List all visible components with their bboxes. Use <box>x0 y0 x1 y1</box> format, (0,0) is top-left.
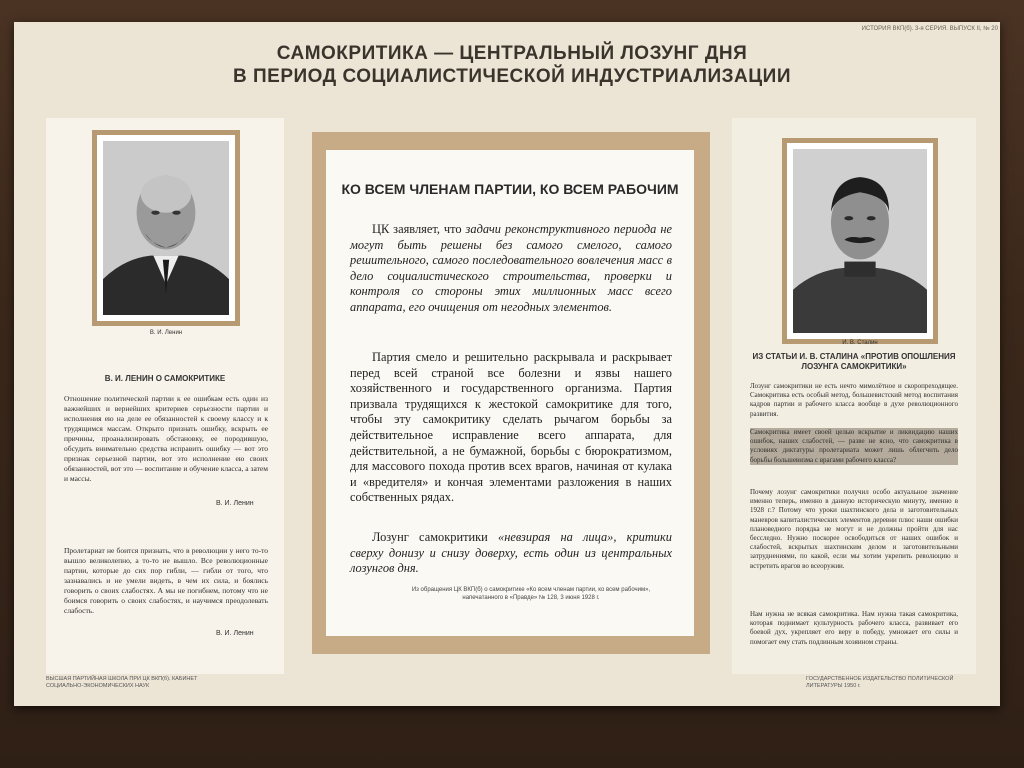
stalin-section-title: ИЗ СТАТЬИ И. В. СТАЛИНА «ПРОТИВ ОПОШЛЕНИЯ ЛОЗУНГА САМОКРИТИКИ» <box>752 352 956 371</box>
lenin-portrait <box>92 130 240 326</box>
lenin-signature-1: В. И. Ленин <box>216 500 254 507</box>
poster-title <box>0 42 1024 88</box>
appeal-source: Из обращения ЦК ВКП(б) о самокритике «Ко всем членам партии, ко всем рабочим», напечатанного в «Правде» № 128, 3 июня 1928 г. <box>411 587 651 601</box>
lenin-quote-2: Пролетариат не боится признать, что в революции у него то-то вышло великолепно, а то-то не вышло. Все революционные партии, которые до сих пор гибли, — гибли от того, что зазнавались и не умели видеть, в чем их сила, и боялись говорить о своих слабостях. А мы не погибнем, потому что не боимся говорить о своих слабостях, и научимся преодолевать слабость. <box>64 546 268 615</box>
stalin-photo <box>793 149 927 333</box>
stalin-paragraph-2: Самокритика имеет своей целью вскрытие и ликвидацию наших ошибок, наших слабостей, — разве не ясно, что самокритика в условиях диктатуры пролетариата может лишь облегчить дело борьбы большевизма с врагами рабочего класса? <box>750 428 958 464</box>
appeal-paragraph-3 <box>350 530 672 577</box>
title-line-2: В ПЕРИОД СОЦИАЛИСТИЧЕСКОЙ ИНДУСТРИАЛИЗАЦИИ <box>233 66 791 87</box>
left-footer: ВЫСШАЯ ПАРТИЙНАЯ ШКОЛА ПРИ ЦК ВКП(б). КАБИНЕТ СОЦИАЛЬНО-ЭКОНОМИЧЕСКИХ НАУК <box>46 676 198 689</box>
appeal-p1-italic: задачи реконструктивного периода не могут быть решены без самого смелого, самого решительного, самого последовательного вовлечения масс в дело социалистического строительства, проверки и контроля со стороны этих миллионных масс всего аппарата, его очищения от негодных элементов. <box>350 222 672 314</box>
stalin-paragraph-3: Почему лозунг самокритики получил особо актуальное значение именно теперь, именно в данную историческую минуту, именно в 1928 г.? Потому что уроки шахтинского дела и заготовительных маневров капиталистических элементов деревни плюс наши ошибки плановедного порядка не могут и не должны пройти для нас бесследно. Нужно поскорее освободиться от наших ошибок и слабостей, вскрытых шахтинским делом и заготовительными затруднениями, по какой, если мы хотим укрепить революцию и встретить врагов во всеоружии. <box>750 488 958 570</box>
series-note: ИСТОРИЯ ВКП(б). 3-я СЕРИЯ. ВЫПУСК II, № 20 <box>861 26 998 32</box>
lenin-caption: В. И. Ленин <box>149 330 183 336</box>
appeal-title: КО ВСЕМ ЧЛЕНАМ ПАРТИИ, КО ВСЕМ РАБОЧИМ <box>341 181 679 197</box>
stalin-caption: И. В. Сталин <box>842 340 878 346</box>
appeal-p3-lead: Лозунг самокритики <box>372 530 498 544</box>
stalin-paragraph-4: Нам нужна не всякая самокритика. Нам нужна такая самокритика, которая поднимает культурность рабочего класса, развивает его боевой дух, укрепляет его веру в победу, умножает его силы и помогает ему стать подлинным хозяином страны. <box>750 610 958 646</box>
stalin-paragraph-1: Лозунг самокритики не есть нечто мимолётное и скоропреходящее. Самокритика есть особый метод, большевистский метод воспитания кадров партии и рабочего класса вообще в духе революционного развития. <box>750 382 958 418</box>
appeal-p1-lead: ЦК заявляет, что <box>372 222 466 236</box>
appeal-p3-italic: «невзирая на лица», критики сверху донизу и снизу доверху, есть один из центральных лозунгов дня. <box>350 530 672 576</box>
appeal-paragraph-2: Партия смело и решительно раскрывала и раскрывает перед всей страной все болезни и язвы нашего хозяйственного и государственного организма. Партия призвала трудящихся к жестокой самокритике для того, чтобы эту самокритику сделать рычагом борьбы за действительное исправление всего аппарата, для действительной, а не бумажной, борьбы с бюрократизмом, для массового похода против всех врагов, начиная от кулака и «вредителя» и кончая элементами разложения в наших собственных рядах. <box>350 350 672 505</box>
lenin-section-title: В. И. ЛЕНИН О САМОКРИТИКЕ <box>104 374 226 383</box>
appeal-paragraph-1 <box>350 222 672 316</box>
title-line-1: САМОКРИТИКА — ЦЕНТРАЛЬНЫЙ ЛОЗУНГ ДНЯ <box>276 43 748 64</box>
lenin-photo <box>103 141 229 315</box>
right-footer: ГОСУДАРСТВЕННОЕ ИЗДАТЕЛЬСТВО ПОЛИТИЧЕСКОЙ ЛИТЕРАТУРЫ 1950 г. <box>806 676 954 689</box>
lenin-quote-1: Отношение политической партии к ее ошибкам есть один из важнейших и вернейших критериев серьезности партии и исполнения ею на деле ее обязанностей к своему классу и к трудящимся массам. Открыто признать ошибку, вскрыть ее причины, проанализировать обстановку, ее породившую, обсудить внимательно средства исправить ошибку — вот это признак серьезной партии, вот это исполнение ею своих обязанностей, вот это — воспитание и обучение класса, а затем и массы. <box>64 394 268 483</box>
stalin-portrait <box>782 138 938 344</box>
lenin-signature-2: В. И. Ленин <box>216 630 254 637</box>
